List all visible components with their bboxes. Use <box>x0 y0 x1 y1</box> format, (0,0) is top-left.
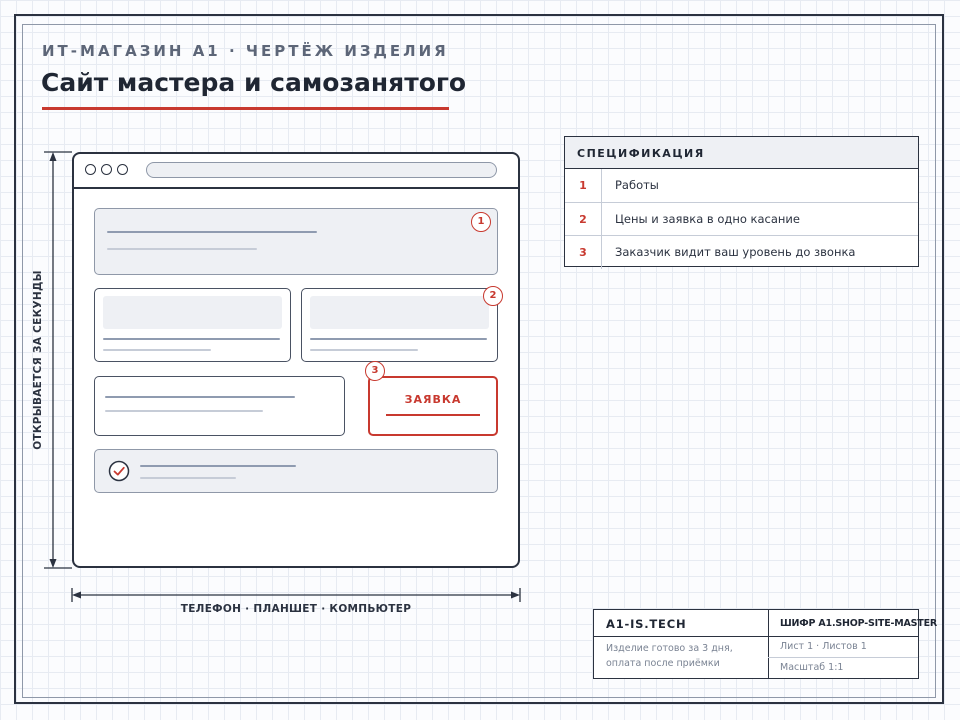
marker-3: 3 <box>365 361 385 381</box>
work-card-image <box>103 296 282 329</box>
work-card-image <box>310 296 489 329</box>
spec-row-number: 2 <box>565 203 602 236</box>
hero-subtitle-line <box>107 248 257 250</box>
stamp-code: ШИФР A1.SHOP-SITE-MASTER <box>780 618 937 629</box>
work-card-line <box>310 349 418 351</box>
spec-table-header <box>565 137 918 169</box>
spec-table <box>564 136 919 267</box>
spec-row <box>565 235 918 269</box>
stamp-brand: A1-IS.TECH <box>606 617 687 631</box>
window-dot-icon <box>117 164 128 175</box>
spec-row-text: Заказчик видит ваш уровень до звонка <box>615 245 856 259</box>
spec-row-number: 3 <box>565 236 602 269</box>
header-kicker: ИТ-МАГАЗИН А1 · ЧЕРТЁЖ ИЗДЕЛИЯ <box>42 42 449 60</box>
work-card <box>301 288 498 362</box>
stamp-divider <box>768 610 769 678</box>
work-card <box>94 288 291 362</box>
work-card-line <box>103 338 280 340</box>
title-underline <box>42 107 449 110</box>
review-block <box>94 449 498 493</box>
stamp-scale: Масштаб 1:1 <box>780 662 844 673</box>
spec-row-text: Цены и заявка в одно касание <box>615 212 800 226</box>
title-block-stamp <box>593 609 937 679</box>
work-card-line <box>310 338 487 340</box>
marker-1: 1 <box>471 212 491 232</box>
stamp-sheet: Лист 1 · Листов 1 <box>780 641 867 652</box>
work-card-line <box>103 349 211 351</box>
dimension-label-vertical: ОТКРЫВАЕТСЯ ЗА СЕКУНДЫ <box>32 270 44 450</box>
stamp-divider <box>768 657 918 658</box>
hero-title-line <box>107 231 317 233</box>
hero-block <box>94 208 498 275</box>
window-dot-icon <box>101 164 112 175</box>
page-title: Сайт мастера и самозанятого <box>41 68 467 97</box>
browser-toolbar <box>74 154 518 189</box>
dimension-label-horizontal: ТЕЛЕФОН · ПЛАНШЕТ · КОМПЬЮТЕР <box>180 603 412 615</box>
stamp-note: оплата после приёмки <box>606 658 720 669</box>
spec-row-number: 1 <box>565 169 602 202</box>
stamp-note: Изделие готово за 3 дня, <box>606 643 733 654</box>
stamp-divider <box>594 636 918 637</box>
window-dot-icon <box>85 164 96 175</box>
check-circle-icon <box>108 460 130 482</box>
review-line <box>140 465 296 467</box>
marker-2: 2 <box>483 286 503 306</box>
review-line <box>140 477 236 479</box>
spec-row <box>565 202 918 236</box>
request-button-mockup <box>368 376 498 436</box>
request-button-label: ЗАЯВКА <box>404 393 462 406</box>
request-button-underline <box>386 414 480 416</box>
price-block <box>94 376 345 436</box>
price-line <box>105 396 295 398</box>
spec-table-title: СПЕЦИФИКАЦИЯ <box>577 147 705 160</box>
spec-row <box>565 169 918 202</box>
address-bar <box>146 162 497 178</box>
spec-row-text: Работы <box>615 178 659 192</box>
price-line <box>105 410 263 412</box>
